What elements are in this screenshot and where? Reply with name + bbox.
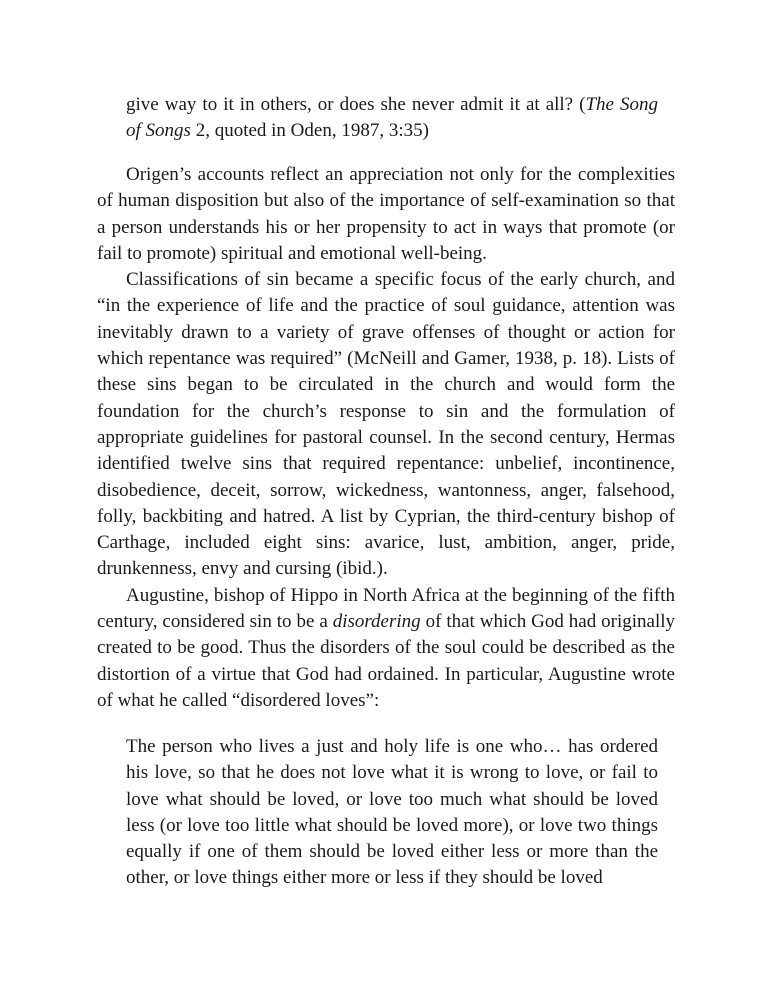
paragraph-augustine — [97, 583, 675, 714]
paragraph-origen: Origen’s accounts reflect an appreciation not only for the complexities of human disposition but also of the importance of self-examination so that a person understands his or her propensity to act in ways that promote (or fail to promote) spiritual and emotional well-being. — [97, 164, 675, 264]
augustine-before: Augustine, bishop of Hippo in North Africa at the beginning of the fifth century, considered sin to be a — [97, 584, 675, 633]
body-text — [97, 162, 675, 714]
paragraph-classifications: Classifications of sin became a specific focus of the early church, and “in the experience of life and the practice of soul guidance, attention was inevitably drawn to a variety of grave offenses of thought or action for which repentance was required” (McNeill and Gamer, 1938, p. 18). Lists of these sins began to be circulated in the church and would form the foundation for the church’s response to sin and the formulation of appropriate guidelines for pastoral counsel. In the second century, Hermas identified twelve sins that required repentance: unbelief, incontinence, disobedience, deceit, sorrow, wickedness, wantonness, anger, falsehood, folly, backbiting and hatred. A list by Cyprian, the third-century bishop of Carthage, included eight sins: avarice, lust, ambition, anger, pride, drunkenness, envy and cursing (ibid.). — [97, 269, 675, 580]
top-quote-text — [126, 92, 658, 145]
top-block-quote — [126, 92, 658, 145]
top-quote-before: give way to it in others, or does she never admit it at all? ( — [126, 94, 586, 115]
augustine-after: of that which God had originally created to be good. Thus the disorders of the soul could be described as the distortion of a virtue that God had ordained. In particular, Augustine wrote of what he called “disordered loves”: — [97, 611, 676, 711]
augustine-emphasis: disordering — [332, 611, 421, 633]
top-quote-after: 2, quoted in Oden, 1987, 3:35) — [190, 120, 429, 142]
top-quote-title: The Song of Songs — [126, 94, 658, 142]
bottom-quote-text: The person who lives a just and holy life is one who… has ordered his love, so that he does not love what it is wrong to love, or fail to love what should be loved, or love too much what should be loved less (or love too little what should be loved more), or love two things equally if one of them should be loved either less or more than the other, or love things either more or less if they should be loved — [126, 736, 658, 889]
bottom-block-quote — [126, 734, 658, 892]
